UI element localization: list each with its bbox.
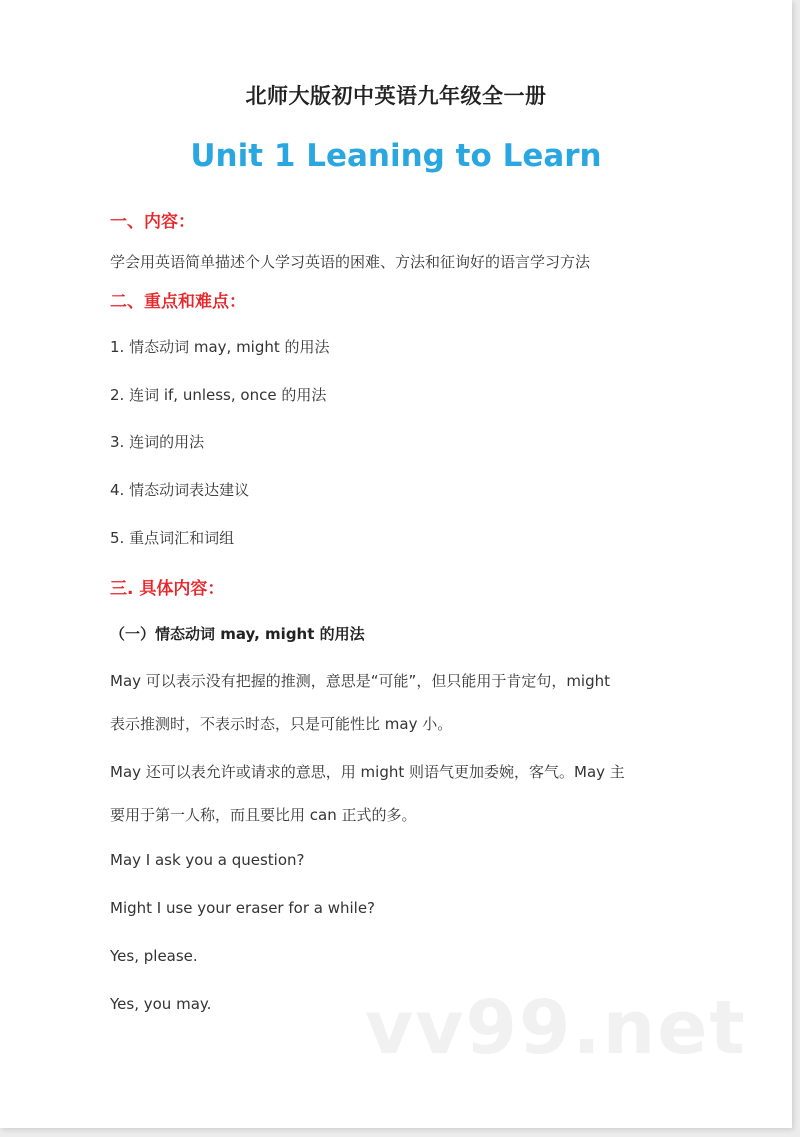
section-heading-details: 三. 具体内容： <box>110 579 225 599</box>
section-heading-content: 一、内容： <box>110 212 195 232</box>
paragraph-line: 要用于第一人称，而且要比用 can 正式的多。 <box>110 806 417 824</box>
example-sentence: Yes, please. <box>110 947 198 965</box>
key-point-item: 4. 情态动词表达建议 <box>110 481 250 499</box>
content-description: 学会用英语简单描述个人学习英语的困难、方法和征询好的语言学习方法 <box>110 253 591 271</box>
paragraph-line: 表示推测时，不表示时态，只是可能性比 may 小。 <box>110 715 453 733</box>
watermark: vv99.net <box>365 985 747 1071</box>
section-heading-key-points: 二、重点和难点： <box>110 292 246 312</box>
example-sentence: Yes, you may. <box>110 995 212 1013</box>
key-point-item: 3. 连词的用法 <box>110 433 205 451</box>
key-point-item: 1. 情态动词 may, might 的用法 <box>110 338 330 356</box>
paragraph-line: May 还可以表允许或请求的意思，用 might 则语气更加委婉，客气。May 主 <box>110 763 625 781</box>
example-sentence: May I ask you a question? <box>110 851 305 869</box>
subsection-heading: （一）情态动词 may, might 的用法 <box>110 625 365 643</box>
key-point-item: 2. 连词 if, unless, once 的用法 <box>110 386 327 404</box>
unit-title: Unit 1 Leaning to Learn <box>190 138 602 174</box>
key-point-item: 5. 重点词汇和词组 <box>110 529 235 547</box>
example-sentence: Might I use your eraser for a while? <box>110 899 376 917</box>
document-title: 北师大版初中英语九年级全一册 <box>245 84 547 108</box>
paragraph-line: May 可以表示没有把握的推测，意思是“可能”，但只能用于肯定句，might <box>110 672 611 690</box>
